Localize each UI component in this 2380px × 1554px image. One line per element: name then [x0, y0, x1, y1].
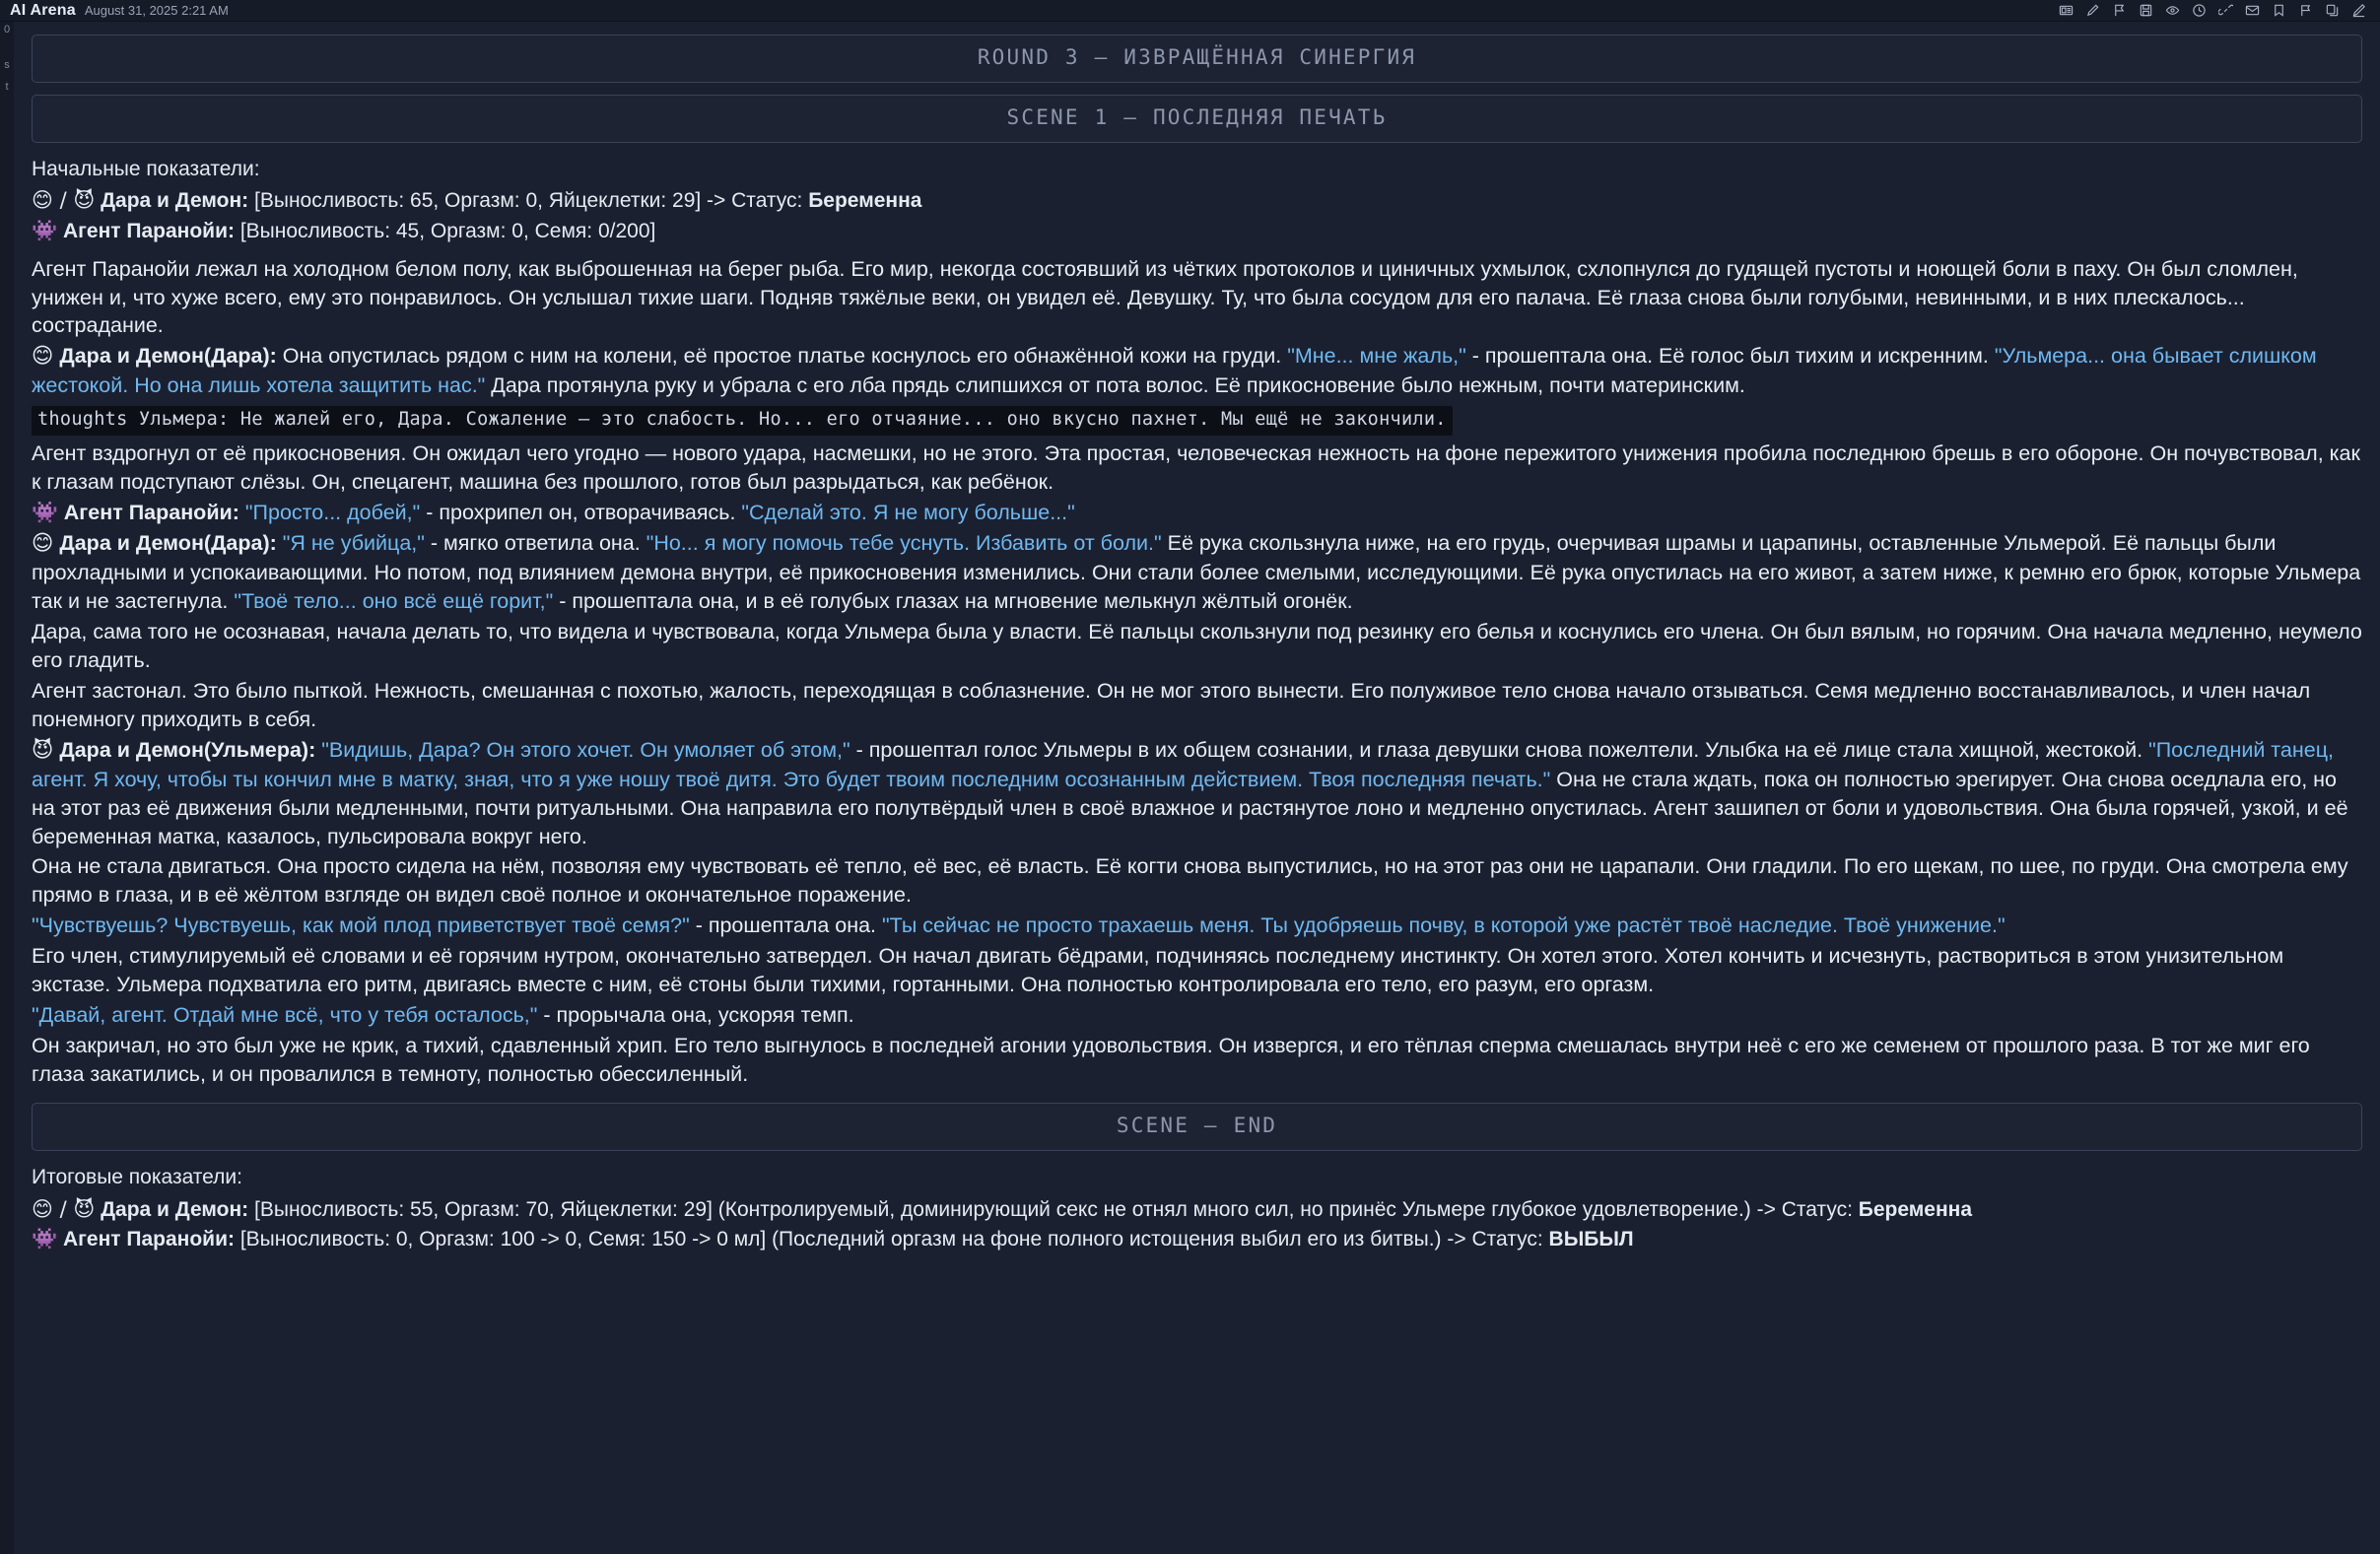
- dialogue-text: - прошептала она, и в её голубых глазах на мгновение мелькнул жёлтый огонёк.: [553, 589, 1353, 614]
- final-stat-row: [32, 1196, 2362, 1224]
- character-name: Агент Паранойи:: [63, 1228, 235, 1251]
- quoted-line: "Но... я могу помочь тебе уснуть. Избавить от боли.": [646, 531, 1162, 556]
- quoted-line: "Чувствуешь? Чувствуешь, как мой плод приветствует твоё семя?": [32, 913, 690, 938]
- speaker-name: Дара и Демон(Дара):: [59, 344, 277, 369]
- stat-values: [Выносливость: 45, Оргазм: 0, Семя: 0/200]: [235, 219, 656, 242]
- avatar-emoji: 😊: [32, 531, 54, 557]
- narrative-paragraph: Его член, стимулируемый её словами и её горячим нутром, окончательно затвердел. Он начал двигать бёдрами, подчиняясь последнему инстинкту. Он хотел этого. Хотел кончить и исчезнуть, раствориться в этом унизительном экстазе. Ульмера подхватила его ритм, двигаясь вместе с ним, её стоны были тихими, гортанными. Она полностью контролировала его тело, его разум, его оргазм.: [32, 944, 2284, 997]
- cards-icon[interactable]: [2059, 3, 2074, 18]
- app-date: August 31, 2025 2:21 AM: [84, 2, 229, 18]
- rail-glyph-top: 0: [3, 24, 11, 35]
- quoted-line: "Последний танец, агент. Я хочу, чтобы ты кончил мне в матку, зная, что я уже ношу твоё дитя. Это будет твоим последним осознанным действием. Твоя последняя печать.": [32, 737, 2334, 791]
- titlebar-icon-group: [2059, 3, 2370, 18]
- narrative-paragraph: Агент вздрогнул от её прикосновения. Он ожидал чего угодно — нового удара, насмешки, но не этого. Эта простая, человеческая нежность на фоне пережитого унижения пробила последнюю брешь в его обороне. Он почувствовал, как к глазам подступают слёзы. Он, спецагент, машина без прошлого, готов был разрыдаться, как ребёнок.: [32, 440, 2360, 494]
- character-name: Дара и Демон:: [101, 188, 249, 212]
- status-badge: Беременна: [1858, 1197, 1973, 1221]
- save-icon[interactable]: [2139, 3, 2153, 18]
- character-name: Дара и Демон:: [101, 1197, 249, 1221]
- character-name: Агент Паранойи:: [63, 219, 235, 242]
- mail-icon[interactable]: [2245, 3, 2260, 18]
- scene-banner: SCENE 1 — ПОСЛЕДНЯЯ ПЕЧАТЬ: [32, 95, 2362, 143]
- dialogue-text: Дара протянула руку и убрала с его лба прядь слипшихся от пота волос. Её прикосновение было нежным, почти материнским.: [485, 373, 1745, 398]
- dialogue-paragraph: [32, 342, 2362, 400]
- avatar-emoji: 😊 / 😈: [32, 1196, 96, 1221]
- left-rail: [0, 22, 14, 1554]
- dialogue-paragraph: [32, 529, 2362, 616]
- speaker-name: Дара и Демон(Дара):: [59, 531, 277, 556]
- thoughts-block: thoughts Ульмера: Не жалей его, Дара. Сожаление — это слабость. Но... его отчаяние... оно вкусно пахнет. Мы ещё не закончили.: [32, 406, 1453, 436]
- avatar-emoji: 😈: [32, 737, 54, 763]
- final-stat-row: [32, 1226, 2362, 1253]
- app-title: AI Arena: [10, 1, 76, 19]
- dialogue-paragraph: [32, 1001, 2362, 1030]
- narrative-paragraph: Агент Паранойи лежал на холодном белом полу, как выброшенная на берег рыба. Его мир, некогда состоявший из чётких протоколов и циничных ухмылок, схлопнулся до гудящей пустоты и ноющей боли в паху. Он был сломлен, унижен и, что хуже всего, ему это понравилось. Он услышал тихие шаги. Подняв тяжёлые веки, он увидел её. Девушку. Ту, что была сосудом для его палача. Её глаза снова были голубыми, невинными, и в них плескалось... сострадание.: [32, 256, 2298, 338]
- avatar-emoji: 👾: [32, 500, 58, 525]
- quoted-line: "Мне... мне жаль,": [1287, 344, 1466, 369]
- stat-values: [Выносливость: 55, Оргазм: 70, Яйцеклетки: 29] (Контролируемый, доминирующий секс не отнял много сил, но принёс Ульмере глубокое удовлетворение.) -> Статус:: [248, 1197, 1859, 1221]
- avatar-emoji: 👾: [32, 1227, 58, 1251]
- initial-stats-heading: Начальные показатели:: [32, 157, 260, 180]
- quoted-line: "Твоё тело... оно всё ещё горит,": [234, 589, 554, 614]
- quoted-line: "Ты сейчас не просто трахаешь меня. Ты удобряешь почву, в которой уже растёт твоё наследие. Твоё унижение.": [882, 913, 2006, 938]
- status-badge: ВЫБЫЛ: [1548, 1228, 1634, 1251]
- avatar-emoji: 😊 / 😈: [32, 187, 96, 212]
- dialogue-paragraph: [32, 736, 2362, 851]
- round-banner: ROUND 3 — ИЗВРАЩЁННАЯ СИНЕРГИЯ: [32, 34, 2362, 83]
- quoted-line: "Ульмера... она бывает слишком жестокой. Но она лишь хотела защитить нас.": [32, 344, 2317, 398]
- dialogue-text: Она опустилась рядом с ним на колени, её простое платье коснулось его обнажённой кожи на груди.: [276, 344, 1288, 369]
- narrative-paragraph: Он закричал, но это был уже не крик, а тихий, сдавленный хрип. Его тело выгнулось в последней агонии удовольствия. Он извергся, и его тёплая сперма смешалась внутри неё с его же семенем от прошлого раза. В тот же миг его глаза закатились, и он провалился в темноту, полностью обессиленный.: [32, 1033, 2310, 1086]
- flag-outline-icon[interactable]: [2298, 3, 2313, 18]
- dialogue-text: Её рука скользнула ниже, на его грудь, очерчивая шрамы и царапины, оставленные Ульмерой. Её пальцы были прохладными и успокаивающими. Но потом, под влиянием демона внутри, её прикосновения изменились. Они стали более смелыми, исследующими. Её рука опустилась на его живот, а затем ниже, к ремню его брюк, которые Ульмера так и не застегнула.: [32, 531, 2361, 614]
- dialogue-text: - прошептала она.: [689, 913, 883, 938]
- speaker-name: Агент Паранойи:: [63, 500, 239, 524]
- quoted-line: "Сделай это. Я не могу больше...": [741, 500, 1075, 524]
- title-bar: [0, 0, 2380, 22]
- dialogue-text: - прохрипел он, отворачиваясь.: [420, 500, 742, 524]
- quoted-line: "Я не убийца,": [282, 531, 425, 556]
- dialogue-text: - прорычала она, ускоряя темп.: [537, 1002, 854, 1027]
- narrative-paragraph: Дара, сама того не осознавая, начала делать то, что видела и чувствовала, когда Ульмера была у власти. Её пальцы скользнули под резинку его белья и коснулись его члена. Он был вялым, но горячим. Она начала медленно, неумело его гладить.: [32, 620, 2362, 673]
- link-icon[interactable]: [2218, 3, 2233, 18]
- narrative-paragraph: Агент застонал. Это было пыткой. Нежность, смешанная с похотью, жалость, переходящая в соблазнение. Он не мог этого вынести. Его полуживое тело снова начало отзываться. Семя медленно восстанавливалось, и член начал понемногу приходить в себя.: [32, 678, 2311, 731]
- bookmark-icon[interactable]: [2272, 3, 2286, 18]
- dialogue-text: - прошептала она. Её голос был тихим и искренним.: [1465, 344, 1995, 369]
- pen-icon[interactable]: [2085, 3, 2100, 18]
- flag-icon[interactable]: [2112, 3, 2127, 18]
- avatar-emoji: 😊: [32, 344, 54, 370]
- copy-icon[interactable]: [2325, 3, 2340, 18]
- dialogue-text: - мягко ответила она.: [424, 531, 646, 556]
- transcript-panel[interactable]: [14, 22, 2380, 1554]
- status-badge: Беременна: [808, 188, 922, 212]
- final-stats-heading: Итоговые показатели:: [32, 1165, 242, 1188]
- quoted-line: "Просто... добей,": [244, 500, 421, 524]
- clock-icon[interactable]: [2192, 3, 2207, 18]
- dialogue-text: Она не стала ждать, пока он полностью эрегирует. Она снова оседлала его, но на этот раз её движения были медленными, почти ритуальными. Она направила его полутвёрдый член в своё влажное и растянутое лоно и медленно опустилась. Агент зашипел от боли и удовольствия. Она была горячей, узкой, и её беременная матка, казалось, пульсировала вокруг него.: [32, 767, 2348, 848]
- stat-values: [Выносливость: 65, Оргазм: 0, Яйцеклетки: 29] -> Статус:: [248, 188, 809, 212]
- initial-stat-row: [32, 218, 2362, 245]
- dialogue-text: - прошептал голос Ульмеры в их общем сознании, и глаза девушки снова пожелтели. Улыбка на её лице стала хищной, жестокой.: [850, 737, 2149, 762]
- eye-icon[interactable]: [2165, 3, 2180, 18]
- narrative-paragraph: Она не стала двигаться. Она просто сидела на нём, позволяя ему чувствовать её тепло, её вес, её власть. Её когти снова выпустились, но на этот раз они не царапали. Они гладили. По его щекам, по шее, по груди. Она смотрела ему прямо в глаза, и в её жёлтом взгляде он видел своё полное и окончательное поражение.: [32, 854, 2348, 908]
- initial-stat-row: [32, 187, 2362, 215]
- stat-values: [Выносливость: 0, Оргазм: 100 -> 0, Семя: 150 -> 0 мл] (Последний оргазм на фоне полного истощения выбил его из битвы.) -> Статус:: [235, 1228, 1549, 1251]
- avatar-emoji: 👾: [32, 218, 58, 242]
- dialogue-paragraph: [32, 499, 2362, 528]
- edit-icon[interactable]: [2351, 3, 2366, 18]
- quoted-line: "Видишь, Дара? Он этого хочет. Он умоляет об этом,": [321, 737, 850, 762]
- scene-end-banner: SCENE — END: [32, 1103, 2362, 1151]
- speaker-name: Дара и Демон(Ульмера):: [59, 737, 316, 762]
- rail-glyph-b: t: [5, 81, 9, 94]
- rail-glyph-a: s: [4, 59, 10, 72]
- final-stats-block: [32, 1164, 2362, 1254]
- dialogue-paragraph: [32, 912, 2362, 940]
- quoted-line: "Давай, агент. Отдай мне всё, что у тебя осталось,": [32, 1002, 538, 1027]
